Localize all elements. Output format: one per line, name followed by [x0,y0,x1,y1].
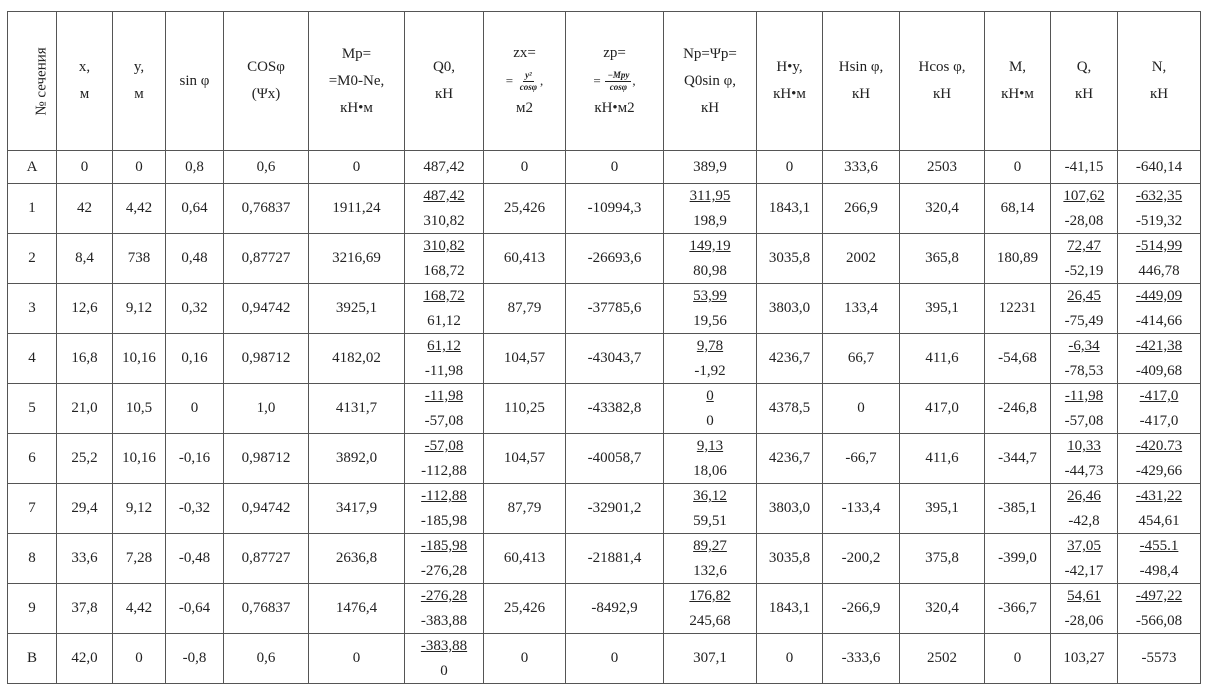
cell-zp: 0 [566,151,664,184]
cell-mp: 4131,7 [309,384,405,434]
cell-value-end: 310,82 [423,213,465,229]
header-n: N, кН [1118,12,1201,151]
cell-zx: 87,79 [484,284,566,334]
cell-value-start: -6,34 [1068,338,1100,354]
cell-value-start: 9,13 [696,438,724,454]
cell-np [664,234,757,284]
cell-mp: 3417,9 [309,484,405,534]
cell-y: 10,16 [113,434,166,484]
cell-n [1118,634,1201,684]
cell-zx: 25,426 [484,184,566,234]
cell-cos: 1,0 [224,384,309,434]
cell-value-start: 0 [706,388,714,404]
header-hsin: Hsin φ, кН [823,12,900,151]
cell-zx: 104,57 [484,334,566,384]
cell-value-start: -421,38 [1135,338,1183,354]
cell-hy: 4236,7 [757,434,823,484]
cell-cos: 0,6 [224,634,309,684]
cell-y: 4,42 [113,184,166,234]
cell-zx: 0 [484,634,566,684]
cell-hy: 4236,7 [757,334,823,384]
cell-value-start: 61,12 [427,338,461,354]
cell-value-end: -409,68 [1135,363,1183,379]
table-row [8,284,1201,334]
cell-value-start: -185,98 [420,538,468,554]
cell-value-end: 168,72 [423,263,465,279]
cell-section: A [8,151,57,184]
cell-value-start: -276,28 [420,588,468,604]
cell-section: 6 [8,434,57,484]
cell-n [1118,384,1201,434]
cell-value-start: 72,47 [1067,238,1101,254]
cell-x: 29,4 [57,484,113,534]
cell-cos: 0,87727 [224,234,309,284]
header-y: y, м [113,12,166,151]
cell-hcos: 395,1 [900,284,985,334]
cell-value-end: -42,8 [1068,513,1100,529]
cell-mp: 0 [309,151,405,184]
cell-cos: 0,94742 [224,484,309,534]
cell-y: 0 [113,634,166,684]
header-np: Np=Ψp= Q0sin φ, кН [664,12,757,151]
header-zp: zp= = $\frac{\text{−Mpy}}{\cos\varphi}$ , кН•м2 [566,12,664,151]
cell-hy: 4378,5 [757,384,823,434]
table-row [8,634,1201,684]
cell-q [1051,534,1118,584]
cell-q0 [405,634,484,684]
cell-hsin: 333,6 [823,151,900,184]
cell-cos: 0,76837 [224,184,309,234]
cell-m: 68,14 [985,184,1051,234]
cell-zx: 25,426 [484,584,566,634]
cell-value-end: -429,66 [1135,463,1183,479]
cell-n [1118,484,1201,534]
header-hcos: Hcos φ, кН [900,12,985,151]
table-row [8,184,1201,234]
cell-value-start: -383,88 [420,638,468,654]
cell-value-start: 311,95 [689,188,731,204]
cell-x: 0 [57,151,113,184]
cell-value: -640,14 [1135,158,1183,175]
cell-x: 42,0 [57,634,113,684]
cell-value-end: -1,92 [694,363,726,379]
header-x: x, м [57,12,113,151]
header-zx: zx= = $\frac{\text{y²}}{\cos\varphi}$ , м2 [484,12,566,151]
cell-x: 12,6 [57,284,113,334]
cell-y: 7,28 [113,534,166,584]
cell-hy: 3803,0 [757,484,823,534]
cell-value-end: -185,98 [420,513,468,529]
cell-value-start: 26,45 [1067,288,1101,304]
cell-y: 0 [113,151,166,184]
cell-q [1051,634,1118,684]
cell-value-end: 61,12 [427,313,461,329]
cell-value-end: -519,32 [1135,213,1183,229]
cell-m: 180,89 [985,234,1051,284]
cell-value-start: 149,19 [689,238,731,254]
cell-m: -246,8 [985,384,1051,434]
cell-value-start: 54,61 [1067,588,1101,604]
cell-np [664,184,757,234]
cell-zp: -37785,6 [566,284,664,334]
cell-zx: 87,79 [484,484,566,534]
cell-value-end: -383,88 [420,613,468,629]
cell-q [1051,484,1118,534]
cell-np [664,284,757,334]
cell-hy: 0 [757,151,823,184]
cell-value-end: 0 [706,413,714,429]
cell-cos: 0,94742 [224,284,309,334]
cell-y: 9,12 [113,284,166,334]
cell-section: B [8,634,57,684]
cell-hcos: 320,4 [900,584,985,634]
cell-y: 10,16 [113,334,166,384]
cell-zx: 110,25 [484,384,566,434]
cell-hsin: 133,4 [823,284,900,334]
zp-formula: = $\frac{\text{−Mpy}}{\cos\varphi}$ , [593,69,636,92]
cell-value: 103,27 [1063,650,1105,666]
cell-sin: 0,48 [166,234,224,284]
cell-y: 9,12 [113,484,166,534]
cell-x: 21,0 [57,384,113,434]
cell-zp: -21881,4 [566,534,664,584]
cell-mp: 1911,24 [309,184,405,234]
cell-x: 33,6 [57,534,113,584]
cell-q [1051,184,1118,234]
cell-value: 487,42 [423,158,465,175]
cell-value-start: -497,22 [1135,588,1183,604]
cell-value-end: -417,0 [1139,413,1179,429]
cell-q0 [405,184,484,234]
cell-sin: -0,64 [166,584,224,634]
cell-n [1118,234,1201,284]
cell-q [1051,234,1118,284]
cell-value-end: 80,98 [693,263,727,279]
cell-hsin: 0 [823,384,900,434]
table-row [8,384,1201,434]
cell-value-start: 26,46 [1067,488,1101,504]
cell-zp: -10994,3 [566,184,664,234]
cell-x: 25,2 [57,434,113,484]
cell-mp: 0 [309,634,405,684]
cell-np [664,484,757,534]
cell-x: 42 [57,184,113,234]
header-mp: Mp= =M0-Ne, кН•м [309,12,405,151]
cell-hcos: 365,8 [900,234,985,284]
table-row [8,151,1201,184]
cell-value-start: -514,99 [1135,238,1183,254]
cell-hy: 3803,0 [757,284,823,334]
cell-sin: -0,32 [166,484,224,534]
cell-n [1118,284,1201,334]
cell-sin: 0,16 [166,334,224,384]
cell-hcos: 411,6 [900,434,985,484]
cell-value-end: -28,08 [1064,213,1104,229]
cell-m: 0 [985,151,1051,184]
cell-section: 9 [8,584,57,634]
cell-value-start: 168,72 [423,288,465,304]
cell-y: 738 [113,234,166,284]
cell-value-start: -420.73 [1135,438,1183,454]
cell-value-start: -449,09 [1135,288,1183,304]
table-row [8,434,1201,484]
cell-value: 307,1 [693,650,727,666]
cell-value-start: -57,08 [424,438,464,454]
cell-q0 [405,434,484,484]
cell-q0 [405,534,484,584]
cell-q0 [405,484,484,534]
cell-section: 5 [8,384,57,434]
cell-np [664,384,757,434]
cell-q0 [405,334,484,384]
cell-zx: 104,57 [484,434,566,484]
cell-m: 0 [985,634,1051,684]
cell-hcos: 2503 [900,151,985,184]
cell-n [1118,584,1201,634]
cell-cos: 0,76837 [224,584,309,634]
cell-sin: 0,8 [166,151,224,184]
calculation-table [7,11,1201,684]
cell-value-end: 18,06 [693,463,727,479]
cell-value-start: 36,12 [693,488,727,504]
header-section: № сечения [8,12,57,151]
cell-value-end: -566,08 [1135,613,1183,629]
table-row [8,484,1201,534]
cell-hsin: -66,7 [823,434,900,484]
cell-hsin: -266,9 [823,584,900,634]
cell-value-end: -44,73 [1064,463,1104,479]
cell-value-start: 176,82 [689,588,731,604]
cell-mp: 3216,69 [309,234,405,284]
cell-m: 12231 [985,284,1051,334]
cell-x: 37,8 [57,584,113,634]
cell-value-start: 89,27 [693,538,727,554]
cell-value-start: 310,82 [423,238,465,254]
cell-value-start: -112,88 [421,488,467,504]
cell-value-end: -28,06 [1064,613,1104,629]
cell-hy: 1843,1 [757,184,823,234]
cell-value-start: 487,42 [423,188,465,204]
cell-value-end: -42,17 [1064,563,1104,579]
cell-hsin: 66,7 [823,334,900,384]
cell-value: 389,9 [693,158,727,175]
header-q: Q, кН [1051,12,1118,151]
cell-q0 [405,234,484,284]
cell-q [1051,334,1118,384]
cell-hsin: -333,6 [823,634,900,684]
cell-q0 [405,284,484,334]
cell-np [664,151,757,184]
zx-formula: = $\frac{\text{y²}}{\cos\varphi}$ , [505,69,544,92]
cell-hy: 3035,8 [757,534,823,584]
cell-sin: -0,8 [166,634,224,684]
cell-section: 8 [8,534,57,584]
cell-zx: 60,413 [484,234,566,284]
cell-np [664,434,757,484]
cell-value-end: 245,68 [689,613,731,629]
cell-cos: 0,87727 [224,534,309,584]
cell-section: 7 [8,484,57,534]
cell-m: -385,1 [985,484,1051,534]
cell-mp: 3925,1 [309,284,405,334]
cell-value-end: -52,19 [1064,263,1104,279]
cell-value-end: -498,4 [1139,563,1179,579]
cell-value-start: 10,33 [1067,438,1101,454]
cell-zp: -32901,2 [566,484,664,534]
cell-q [1051,584,1118,634]
cell-value-start: 107,62 [1063,188,1105,204]
cell-value-start: -417,0 [1139,388,1179,404]
cell-section: 2 [8,234,57,284]
cell-cos: 0,6 [224,151,309,184]
cell-value-end: -112,88 [421,463,467,479]
cell-n [1118,334,1201,384]
cell-sin: 0 [166,384,224,434]
cell-zx: 0 [484,151,566,184]
header-q0: Q0, кН [405,12,484,151]
cell-m: -54,68 [985,334,1051,384]
cell-sin: -0,48 [166,534,224,584]
cell-zx: 60,413 [484,534,566,584]
cell-value-start: 53,99 [693,288,727,304]
header-sin: sin φ [166,12,224,151]
cell-value-end: -57,08 [1064,413,1104,429]
cell-zp: -40058,7 [566,434,664,484]
cell-value-end: 132,6 [693,563,727,579]
cell-m: -399,0 [985,534,1051,584]
table-row [8,584,1201,634]
cell-zp: 0 [566,634,664,684]
header-row [8,12,1201,151]
cell-q0 [405,384,484,434]
cell-value-end: 0 [440,663,448,679]
table-row [8,334,1201,384]
table-body [8,151,1201,684]
cell-value: -41,15 [1064,158,1104,175]
cell-value: -5573 [1141,650,1177,666]
cell-value-end: -78,53 [1064,363,1104,379]
cell-value-end: 454,61 [1138,513,1180,529]
cell-np [664,634,757,684]
cell-x: 16,8 [57,334,113,384]
cell-np [664,534,757,584]
cell-hcos: 2502 [900,634,985,684]
cell-cos: 0,98712 [224,434,309,484]
cell-zp: -8492,9 [566,584,664,634]
cell-np [664,334,757,384]
cell-y: 10,5 [113,384,166,434]
cell-value-start: -632,35 [1135,188,1183,204]
cell-hsin: 2002 [823,234,900,284]
cell-q [1051,434,1118,484]
header-m: M, кН•м [985,12,1051,151]
cell-section: 3 [8,284,57,334]
cell-mp: 4182,02 [309,334,405,384]
cell-hsin: -133,4 [823,484,900,534]
cell-y: 4,42 [113,584,166,634]
table-row [8,234,1201,284]
cell-hcos: 320,4 [900,184,985,234]
cell-mp: 1476,4 [309,584,405,634]
cell-np [664,584,757,634]
cell-q0 [405,584,484,634]
cell-hcos: 417,0 [900,384,985,434]
cell-hy: 0 [757,634,823,684]
cell-zp: -43382,8 [566,384,664,434]
cell-q [1051,384,1118,434]
cell-value-end: -11,98 [424,363,464,379]
cell-n [1118,184,1201,234]
cell-hcos: 375,8 [900,534,985,584]
cell-q [1051,284,1118,334]
cell-hy: 3035,8 [757,234,823,284]
cell-value-start: -11,98 [1064,388,1104,404]
header-hy: H•y, кН•м [757,12,823,151]
cell-n [1118,151,1201,184]
header-cos: COSφ (Ψx) [224,12,309,151]
cell-value-end: -276,28 [420,563,468,579]
cell-hy: 1843,1 [757,584,823,634]
cell-x: 8,4 [57,234,113,284]
cell-sin: 0,32 [166,284,224,334]
cell-cos: 0,98712 [224,334,309,384]
cell-hcos: 395,1 [900,484,985,534]
cell-section: 4 [8,334,57,384]
cell-value-end: 19,56 [693,313,727,329]
cell-value-start: 9,78 [696,338,724,354]
cell-value-end: -57,08 [424,413,464,429]
cell-hcos: 411,6 [900,334,985,384]
cell-n [1118,534,1201,584]
cell-m: -344,7 [985,434,1051,484]
cell-section: 1 [8,184,57,234]
cell-q [1051,151,1118,184]
cell-value-end: 446,78 [1138,263,1180,279]
cell-hsin: 266,9 [823,184,900,234]
cell-value-start: -11,98 [424,388,464,404]
table-row [8,534,1201,584]
cell-q0 [405,151,484,184]
cell-hsin: -200,2 [823,534,900,584]
cell-value-start: -431,22 [1135,488,1183,504]
cell-value-end: -414,66 [1135,313,1183,329]
cell-value-start: -455.1 [1139,538,1179,554]
cell-mp: 2636,8 [309,534,405,584]
cell-m: -366,7 [985,584,1051,634]
cell-zp: -26693,6 [566,234,664,284]
cell-mp: 3892,0 [309,434,405,484]
cell-n [1118,434,1201,484]
cell-zp: -43043,7 [566,334,664,384]
cell-value-end: -75,49 [1064,313,1104,329]
cell-value-start: 37,05 [1067,538,1101,554]
cell-value-end: 59,51 [693,513,727,529]
cell-sin: -0,16 [166,434,224,484]
cell-sin: 0,64 [166,184,224,234]
cell-value-end: 198,9 [693,213,727,229]
